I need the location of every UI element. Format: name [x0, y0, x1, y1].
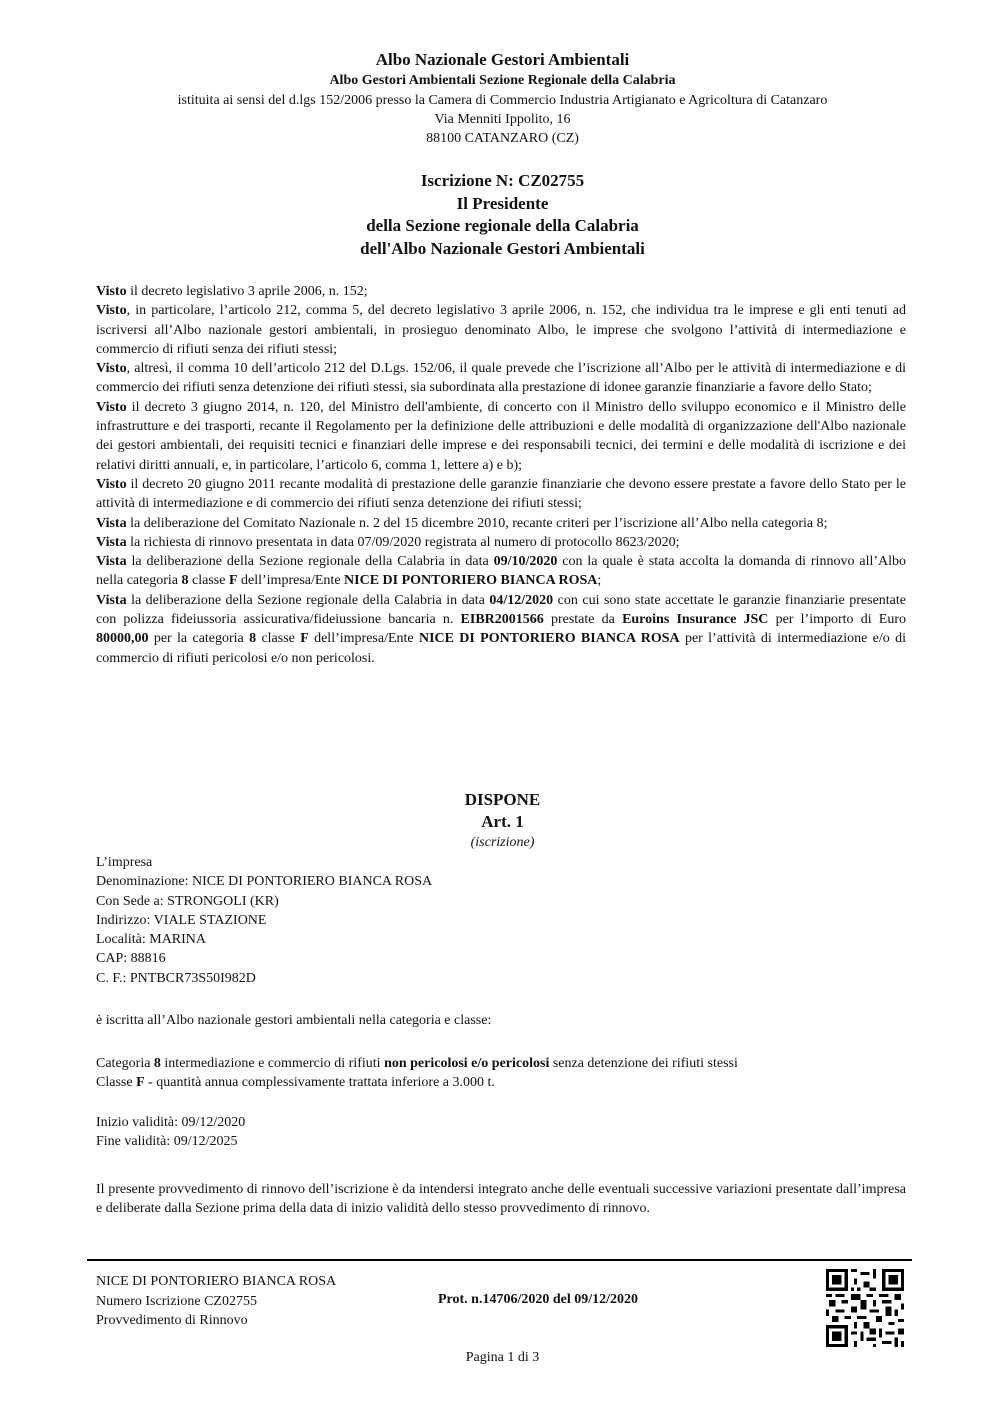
company-intro: L’impresa: [96, 855, 153, 870]
deliberation-date: 09/10/2020: [493, 554, 558, 570]
recital-text: il decreto 20 giugno 2011 recante modalità di prestazione delle garanzie finanziarie che devono essere prestate a favore dello Stato per le attività di intermediazione e di commercio dei rifiuti senza detenzione dei rifiuti stessi;: [96, 476, 906, 512]
text: classe: [188, 573, 229, 589]
page-number: Pagina 1 di 3: [465, 1350, 540, 1365]
footer-registration-number: Numero Iscrizione CZ02755: [96, 1293, 257, 1309]
company-cap-field: CAP: 88816: [96, 951, 166, 967]
company-seat-field: Con Sede a: STRONGOLI (KR): [96, 893, 279, 909]
recital: [96, 398, 906, 475]
recital-lead: Visto: [96, 303, 127, 319]
recital-lead: Visto: [96, 399, 127, 415]
albo-title: dell'Albo Nazionale Gestori Ambientali: [360, 238, 645, 258]
recital-lead: Vista: [96, 554, 127, 570]
recital-lead: Visto: [96, 284, 127, 299]
category-class-block: [96, 1054, 738, 1093]
company-address-field: Indirizzo: VIALE STAZIONE: [96, 912, 267, 928]
qr-code-icon: [826, 1269, 904, 1347]
registration-number: Iscrizione N: CZ02755: [420, 171, 585, 190]
policy-number: EIBR2001566: [460, 612, 544, 628]
recital-text: il decreto legislativo 3 aprile 2006, n. 152;: [126, 284, 368, 299]
company-name-field: Denominazione: NICE DI PONTORIERO BIANCA ROSA: [96, 874, 433, 890]
header-institution: istituita ai sensi del d.lgs 152/2006 presso la Camera di Commercio Industria Artigianato e Agricoltura di Catanzaro: [177, 93, 828, 108]
validity-end: Fine validità: 09/12/2025: [96, 1134, 238, 1150]
section-title: della Sezione regionale della Calabria: [366, 216, 639, 235]
header-city: 88100 CATANZARO (CZ): [426, 131, 579, 146]
recital-deliberation-guarantee: [96, 591, 906, 668]
text: senza detenzione dei rifiuti stessi: [549, 1056, 738, 1071]
recital: [96, 533, 906, 552]
recital-lead: Visto: [96, 361, 127, 377]
company-name: NICE DI PONTORIERO BIANCA ROSA: [344, 573, 598, 589]
text: Classe: [96, 1075, 137, 1091]
text: dell’impresa/Ente: [237, 573, 345, 589]
president-title: Il Presidente: [456, 193, 549, 213]
recital-lead: Vista: [96, 592, 127, 608]
text: la deliberazione della Sezione regionale della Calabria in data: [126, 592, 490, 608]
recital-lead: Visto: [96, 476, 127, 492]
text: per la categoria: [148, 631, 250, 647]
text: la deliberazione della Sezione regionale della Calabria in data: [126, 554, 494, 570]
amount-value: 80000,00: [96, 631, 149, 647]
text: per l’importo di Euro: [768, 612, 906, 628]
recitals: [96, 282, 906, 668]
class-line: [96, 1073, 738, 1092]
recital-text: , in particolare, l’articolo 212, comma 5, del decreto legislativo 3 aprile 2006, n. 152, che individua tra le imprese e gli enti tenuti ad iscriversi all’Albo nazionale gestori ambientali, in prosieguo denominato Albo, le imprese che svolgono l’attività di intermediazione e commercio di rifiuti senza dei rifiuti stessi;: [96, 303, 906, 357]
article-number: Art. 1: [481, 812, 524, 831]
validity-block: [96, 1113, 245, 1152]
recital-text: il decreto 3 giugno 2014, n. 120, del Ministro dell'ambiente, di concerto con il Ministro dello sviluppo economico e il Ministro delle infrastrutture e dei trasporti, recante il Regolamento per la definizione delle attribuzioni e delle modalità di organizzazione dell'Albo nazionale dei gestori ambientali, dei requisiti tecnici e finanziari delle imprese e dei responsabili tecnici, dei termini e delle modalità di iscrizione e dei relativi diritti annuali, e, in particolare, l’articolo 6, comma 1, lettere a) e b);: [96, 399, 906, 473]
footer-document-type: Provvedimento di Rinnovo: [96, 1313, 248, 1328]
dispone-title: DISPONE: [464, 790, 541, 809]
recital: [96, 475, 906, 514]
recital-text: , altresì, il comma 10 dell’articolo 212 del D.Lgs. 152/06, il quale prevede che l’iscrizione all’Albo per le attività di intermediazione e di commercio dei rifiuti senza detenzione dei rifiuti stessi, sia subordinata alla prestazione di idonee garanzie finanziarie a favore dello Stato;: [96, 361, 906, 396]
recital: [96, 282, 906, 301]
header-title: Albo Nazionale Gestori Ambientali: [375, 50, 630, 69]
text: ;: [597, 573, 602, 589]
deliberation-date: 04/12/2020: [489, 592, 554, 608]
company-details: [96, 853, 432, 988]
protocol-number: Prot. n.14706/2020 del 09/12/2020: [438, 1292, 639, 1307]
validity-start: Inizio validità: 09/12/2020: [96, 1115, 246, 1130]
recital: [96, 301, 906, 359]
category-value: 8: [181, 573, 189, 589]
recital-lead: Vista: [96, 515, 127, 531]
text: con la quale è stata accolta la domanda di rinnovo all’Albo nella categoria: [96, 554, 907, 589]
company-locality-field: Località: MARINA: [96, 932, 207, 948]
recital: [96, 514, 906, 533]
header-address: Via Menniti Ippolito, 16: [434, 112, 571, 127]
company-tax-code-field: C. F.: PNTBCR73S50I982D: [96, 970, 256, 986]
closing-paragraph: Il presente provvedimento di rinnovo dell’iscrizione è da intendersi integrato anche delle eventuali successive variazioni presentate dall’impresa e deliberate dalla Sezione prima della data di inizio validità dello stesso provvedimento di rinnovo.: [96, 1182, 906, 1217]
text: dell’impresa/Ente: [308, 631, 419, 647]
dispone-heading: [95, 789, 910, 853]
text: classe: [256, 631, 301, 647]
class-value: F: [136, 1075, 145, 1091]
waste-type: non pericolosi e/o pericolosi: [384, 1056, 550, 1071]
footer-company: NICE DI PONTORIERO BIANCA ROSA: [96, 1274, 337, 1289]
text: intermediazione e commercio di rifiuti: [160, 1056, 385, 1071]
footer-divider: [87, 1259, 912, 1261]
class-value: F: [300, 631, 309, 647]
text: prestate da: [543, 612, 623, 628]
recital-text: la richiesta di rinnovo presentata in data 07/09/2020 registrata al numero di protocollo 8623/2020;: [126, 534, 680, 550]
text: Categoria: [96, 1056, 154, 1071]
category-line: [96, 1054, 738, 1073]
recital-deliberation-renewal: [96, 552, 906, 591]
footer-info: [96, 1272, 336, 1331]
company-name: NICE DI PONTORIERO BIANCA ROSA: [418, 631, 680, 647]
text: - quantità annua complessivamente trattata inferiore a 3.000 t.: [144, 1075, 495, 1091]
recital: [96, 359, 906, 398]
text: con cui sono state accettate le garanzie finanziarie presentate con polizza fideiussoria assicurativa/fideiussione bancaria n.: [96, 592, 907, 628]
header-subtitle: Albo Gestori Ambientali Sezione Regionale della Calabria: [329, 73, 676, 88]
recital-text: la deliberazione del Comitato Nazionale n. 2 del 15 dicembre 2010, recante criteri per l’iscrizione all’Albo nella categoria 8;: [126, 515, 828, 531]
article-subtitle: (iscrizione): [470, 835, 535, 850]
recital-lead: Vista: [96, 534, 127, 550]
title-block: [95, 170, 910, 260]
category-value: 8: [153, 1056, 161, 1071]
class-value: F: [228, 573, 238, 589]
registration-statement: è iscritta all’Albo nazionale gestori ambientali nella categoria e classe:: [96, 1013, 492, 1028]
guarantor-name: Euroins Insurance JSC: [622, 612, 769, 628]
category-value: 8: [249, 631, 257, 647]
text: per l’attività di intermediazione e/o di commercio di rifiuti pericolosi e/o non pericolosi.: [96, 631, 906, 666]
